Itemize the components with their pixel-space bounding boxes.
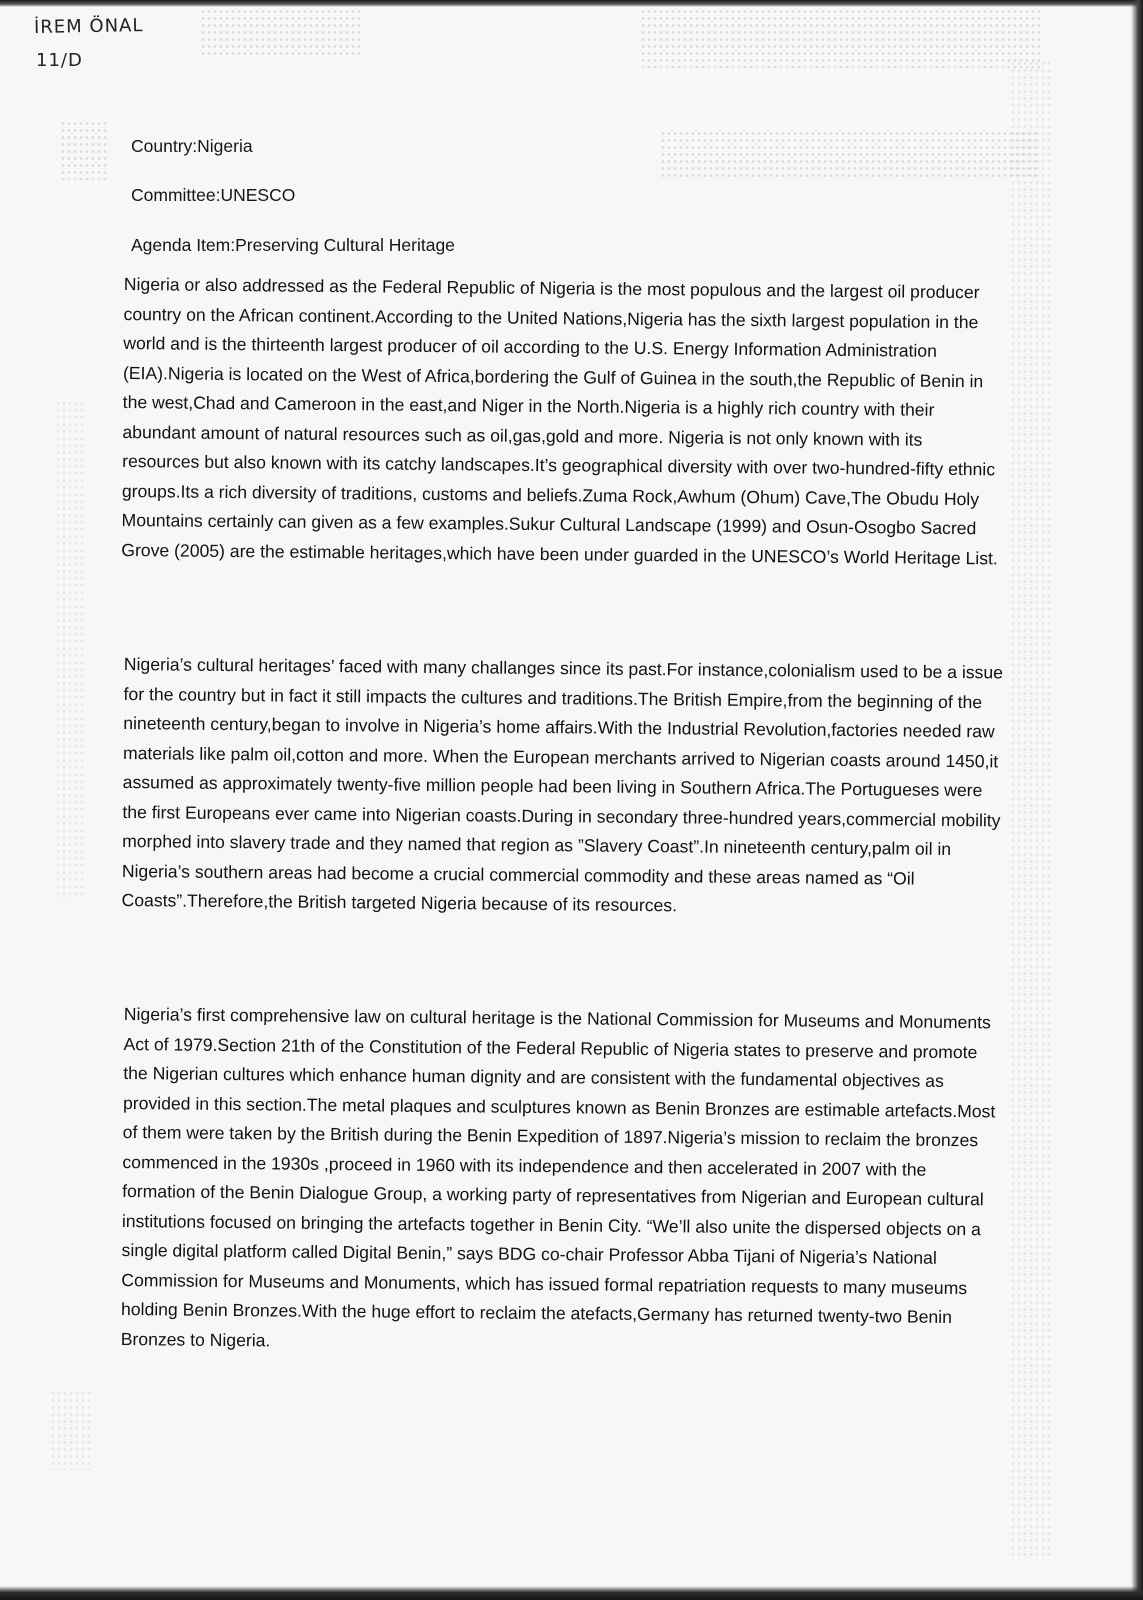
scan-noise-bottom-left [50,1390,90,1470]
country-line: Country:Nigeria [131,136,253,156]
agenda-item-line: Agenda Item:Preserving Cultural Heritage [131,235,455,255]
paragraph-challenges: Nigeria’s cultural heritages’ faced with many challanges since its past.For instance,colonialism used to be a issue for the country but in fact it still impacts the cultures and traditions.The British Empire,from the beginning of the nineteenth century,began to involve in Nigeria’s home affairs.With the Industrial Revolution,factories needed raw materials like palm oil,cotton and more. When the European merchants arrived to Nigerian coasts around 1450,it assumed as approximately twenty-five million people had been living in Southern Africa.The Portugueses were the first Europeans ever came into Nigerian coasts.During in secondary three-hundred years,commercial mobility morphed into slavery trade and they named that region as ”Slavery Coast”.In nineteenth century,palm oil in Nigeria’s southern areas had become a crucial commercial commodity and these areas named as “Oil Coasts”.Therefore,the British targeted Nigeria because of its resources. [121,653,1004,916]
scan-noise-top-left [200,8,360,58]
paragraph-legislation: Nigeria’s first comprehensive law on cultural heritage is the National Commission for Museums and Monuments Act of 1979.Section 21th of the Constitution of the Federal Republic of Nigeria states to preserve and promote the Nigerian cultures which enhance human dignity and are consistent with the fundamental objectives as provided in this section.The metal plaques and sculptures known as Benin Bronzes are estimable artefacts.Most of them were taken by the British during the Benin Expedition of 1897.Nigeria’s mission to reclaim the bronzes commenced in the 1930s ,proceed in 1960 with its independence and then accelerated in 2007 with the formation of the Benin Dialogue Group, a working party of representatives from Nigerian and European cultural institutions focused on bringing the artefacts together in Benin City. “We’ll also unite the dispersed objects on a single digital platform called Digital Benin,” says BDG co-chair Professor Abba Tijani of Nigeria’s National Commission for Museums and Monuments, which has issued formal repatriation requests to many museums holding Benin Bronzes.With the huge effort to reclaim the atefacts,Germany has returned twenty-two Benin Bronzes to Nigeria. [120,1003,996,1350]
scan-noise-top-right [640,8,1040,68]
handwritten-student-name: İREM ÖNAL [33,15,144,38]
committee-line: Committee:UNESCO [131,185,296,205]
scan-edge-right [1131,0,1143,1600]
scan-noise-left-margin [55,400,85,900]
handwritten-class: 11/D [36,50,83,71]
scan-noise-header-right [660,130,1040,180]
scan-edge-bottom [0,1586,1143,1600]
scan-noise-header-left [60,120,110,180]
scan-noise-right-margin [1010,60,1050,1560]
scan-edge-top [0,0,1143,7]
paragraph-introduction: Nigeria or also addressed as the Federal Republic of Nigeria is the most populous and the largest oil producer country on the African continent.According to the United Nations,Nigeria has the sixth largest population in the world and is the thirteenth largest producer of oil according to the U.S. Energy Information Administration (EIA).Nigeria is located on the West of Africa,bordering the Gulf of Guinea in the south,the Republic of Benin in the west,Chad and Cameroon in the east,and Niger in the North.Nigeria is a highly rich country with their abundant amount of natural resources such as oil,gas,gold and more. Nigeria is not only known with its resources but also known with its catchy landscapes.It’s geographical diversity with over two-hundred-fifty ethnic groups.Its a rich diversity of traditions, customs and beliefs.Zuma Rock,Awhum (Ohum) Cave,The Obudu Holy Mountains certainly can given as a few examples.Sukur Cultural Landscape (1999) and Osun-Osogbo Sacred Grove (2005) are the estimable heritages,which have been under guarded in the UNESCO’s World Heritage List. [121,273,998,568]
